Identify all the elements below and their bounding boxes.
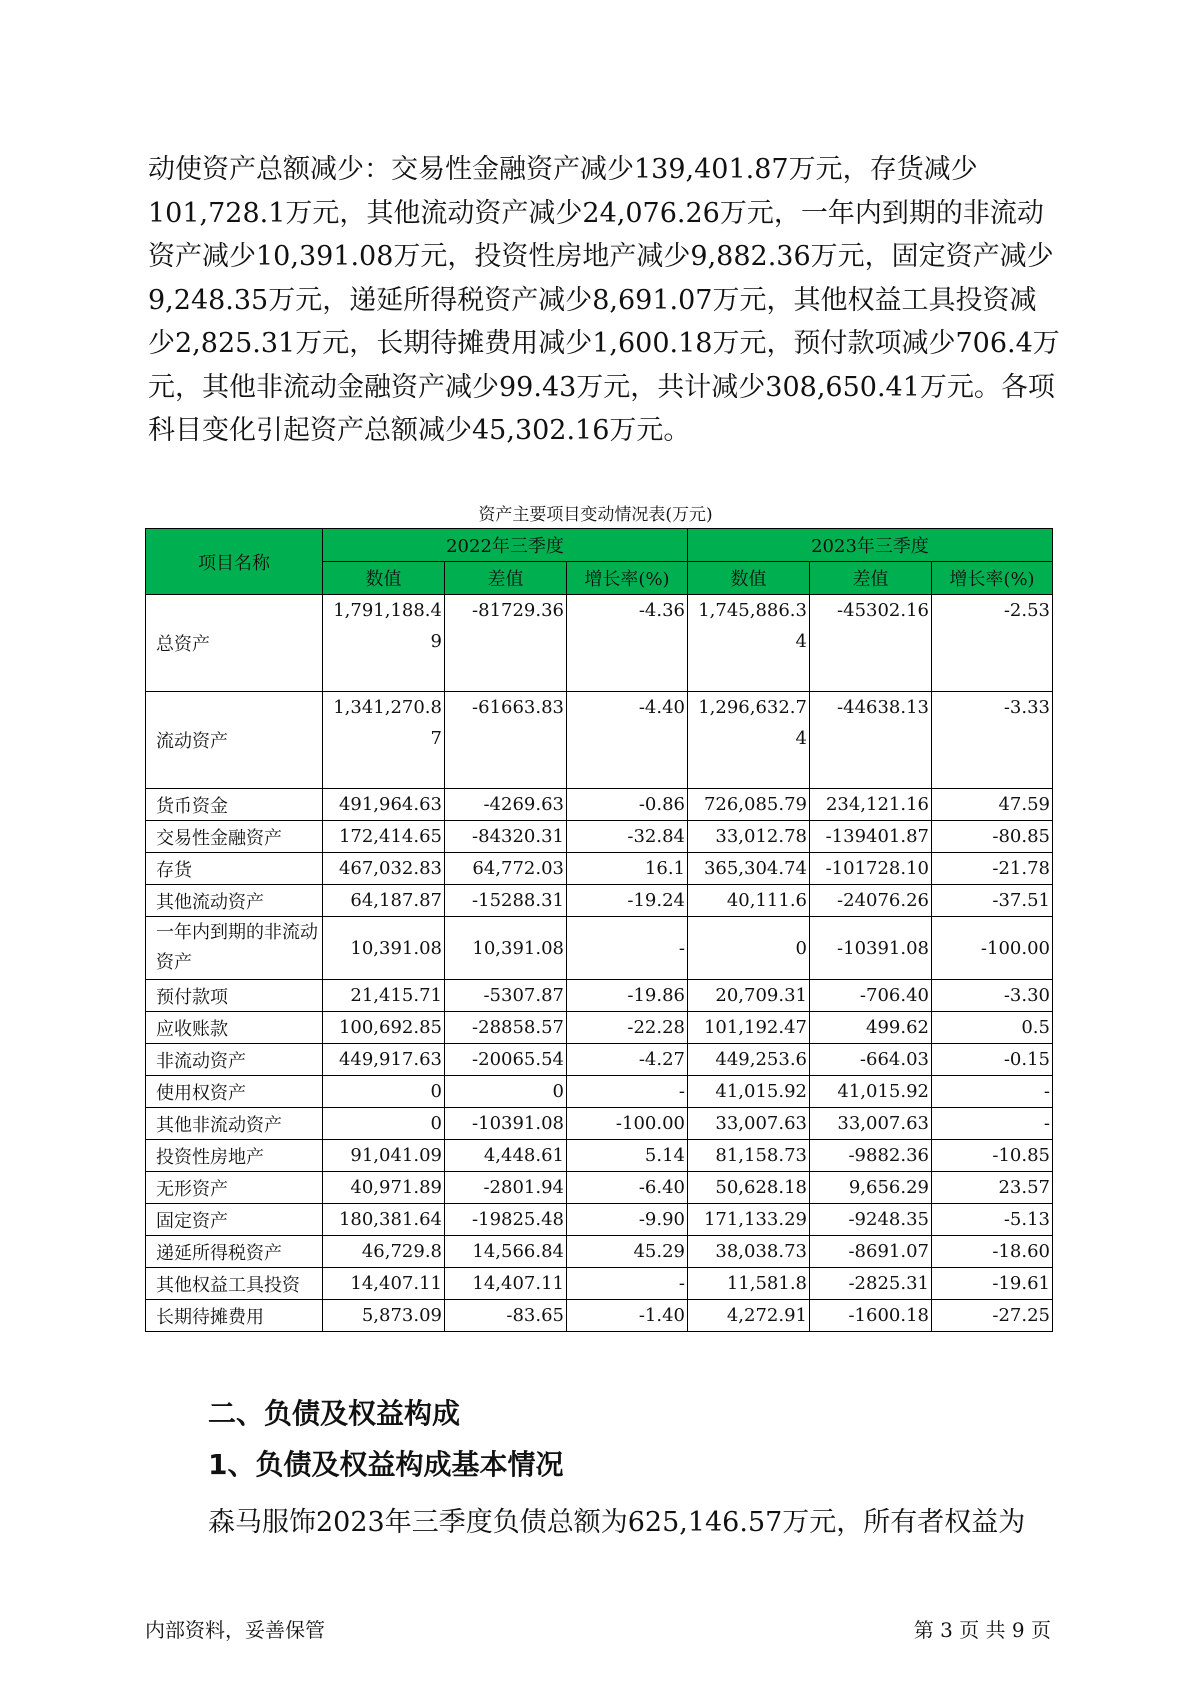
cell-diff-2022: -83.65: [445, 1300, 567, 1332]
table-row: [146, 595, 1053, 692]
cell-diff-2023: -2825.31: [810, 1268, 932, 1300]
cell-item-name: 固定资产: [146, 1204, 323, 1236]
cell-rate-2023: -80.85: [932, 821, 1053, 853]
cell-value-2022: 449,917.63: [323, 1044, 445, 1076]
cell-value-2023: 1,745,886.34: [688, 595, 810, 692]
cell-rate-2023: 47.59: [932, 789, 1053, 821]
table-row: [146, 853, 1053, 885]
cell-diff-2023: 33,007.63: [810, 1108, 932, 1140]
cell-diff-2023: -44638.13: [810, 692, 932, 789]
cell-value-2022: 0: [323, 1076, 445, 1108]
cell-diff-2023: -8691.07: [810, 1236, 932, 1268]
table-row: [146, 980, 1053, 1012]
cell-item-name: 存货: [146, 853, 323, 885]
cell-value-2022: 172,414.65: [323, 821, 445, 853]
cell-item-name: 非流动资产: [146, 1044, 323, 1076]
cell-item-name: 使用权资产: [146, 1076, 323, 1108]
cell-diff-2022: -61663.83: [445, 692, 567, 789]
cell-item-name: 其他流动资产: [146, 885, 323, 917]
cell-rate-2023: -5.13: [932, 1204, 1053, 1236]
cell-diff-2023: -139401.87: [810, 821, 932, 853]
table-row: [146, 1204, 1053, 1236]
col-header-diff: 差值: [445, 562, 567, 595]
col-header-item: 项目名称: [146, 529, 323, 595]
cell-value-2022: 10,391.08: [323, 917, 445, 980]
cell-item-name: 投资性房地产: [146, 1140, 323, 1172]
cell-rate-2023: -: [932, 1108, 1053, 1140]
col-header-period-2022: 2022年三季度: [323, 529, 688, 562]
table-row: [146, 692, 1053, 789]
footer-confidential-note: 内部资料，妥善保管: [145, 1618, 325, 1642]
cell-value-2022: 1,341,270.87: [323, 692, 445, 789]
cell-diff-2022: 10,391.08: [445, 917, 567, 980]
cell-rate-2022: -6.40: [567, 1172, 688, 1204]
cell-rate-2022: 5.14: [567, 1140, 688, 1172]
cell-item-name: 其他非流动资产: [146, 1108, 323, 1140]
cell-value-2023: 449,253.6: [688, 1044, 810, 1076]
cell-value-2022: 0: [323, 1108, 445, 1140]
cell-value-2023: 40,111.6: [688, 885, 810, 917]
cell-rate-2023: 0.5: [932, 1012, 1053, 1044]
table-row: [146, 1012, 1053, 1044]
cell-diff-2022: -10391.08: [445, 1108, 567, 1140]
cell-rate-2022: -19.86: [567, 980, 688, 1012]
cell-item-name: 其他权益工具投资: [146, 1268, 323, 1300]
col-header-rate: 增长率(%): [567, 562, 688, 595]
col-header-rate: 增长率(%): [932, 562, 1053, 595]
table-row: [146, 1108, 1053, 1140]
cell-value-2022: 64,187.87: [323, 885, 445, 917]
cell-item-name: 一年内到期的非流动资产: [146, 917, 323, 980]
cell-diff-2023: -10391.08: [810, 917, 932, 980]
table-row: [146, 789, 1053, 821]
paragraph-line: 少2,825.31万元，长期待摊费用减少1,600.18万元，预付款项减少706.4万: [148, 328, 1060, 359]
cell-diff-2022: -2801.94: [445, 1172, 567, 1204]
table-row: [146, 1172, 1053, 1204]
cell-value-2022: 1,791,188.49: [323, 595, 445, 692]
cell-value-2023: 50,628.18: [688, 1172, 810, 1204]
cell-item-name: 递延所得税资产: [146, 1236, 323, 1268]
cell-item-name: 应收账款: [146, 1012, 323, 1044]
cell-value-2023: 365,304.74: [688, 853, 810, 885]
cell-diff-2023: -24076.26: [810, 885, 932, 917]
col-header-diff: 差值: [810, 562, 932, 595]
cell-diff-2022: 14,407.11: [445, 1268, 567, 1300]
cell-value-2023: 171,133.29: [688, 1204, 810, 1236]
cell-item-name: 交易性金融资产: [146, 821, 323, 853]
cell-diff-2022: 64,772.03: [445, 853, 567, 885]
table-row: [146, 885, 1053, 917]
cell-value-2023: 4,272.91: [688, 1300, 810, 1332]
cell-rate-2023: -: [932, 1076, 1053, 1108]
cell-rate-2022: -4.40: [567, 692, 688, 789]
cell-value-2023: 11,581.8: [688, 1268, 810, 1300]
cell-value-2023: 81,158.73: [688, 1140, 810, 1172]
cell-diff-2022: -19825.48: [445, 1204, 567, 1236]
cell-value-2023: 0: [688, 917, 810, 980]
cell-value-2023: 20,709.31: [688, 980, 810, 1012]
cell-rate-2023: -2.53: [932, 595, 1053, 692]
cell-diff-2023: -101728.10: [810, 853, 932, 885]
cell-rate-2022: -32.84: [567, 821, 688, 853]
cell-rate-2022: -: [567, 1076, 688, 1108]
cell-rate-2023: -19.61: [932, 1268, 1053, 1300]
cell-diff-2023: 499.62: [810, 1012, 932, 1044]
cell-item-name: 长期待摊费用: [146, 1300, 323, 1332]
cell-diff-2023: -9248.35: [810, 1204, 932, 1236]
cell-diff-2022: 14,566.84: [445, 1236, 567, 1268]
cell-diff-2023: 41,015.92: [810, 1076, 932, 1108]
cell-rate-2022: -100.00: [567, 1108, 688, 1140]
liabilities-paragraph: 森马服饰2023年三季度负债总额为625,146.57万元，所有者权益为: [208, 1507, 1026, 1538]
cell-value-2023: 101,192.47: [688, 1012, 810, 1044]
paragraph-line: 101,728.1万元，其他流动资产减少24,076.26万元，一年内到期的非流动: [148, 197, 1044, 229]
paragraph-line: 元，其他非流动金融资产减少99.43万元，共计减少308,650.41万元。各项: [148, 371, 1055, 403]
cell-value-2023: 41,015.92: [688, 1076, 810, 1108]
cell-diff-2023: 9,656.29: [810, 1172, 932, 1204]
paragraph-line: 9,248.35万元，递延所得税资产减少8,691.07万元，其他权益工具投资减: [148, 284, 1037, 316]
cell-diff-2023: -664.03: [810, 1044, 932, 1076]
cell-value-2023: 38,038.73: [688, 1236, 810, 1268]
cell-value-2022: 91,041.09: [323, 1140, 445, 1172]
cell-diff-2023: -1600.18: [810, 1300, 932, 1332]
paragraph-line: 动使资产总额减少：交易性金融资产减少139,401.87万元，存货减少: [148, 154, 978, 185]
cell-rate-2022: 45.29: [567, 1236, 688, 1268]
table-caption: 资产主要项目变动情况表(万元): [478, 505, 713, 525]
cell-diff-2022: -4269.63: [445, 789, 567, 821]
cell-value-2022: 180,381.64: [323, 1204, 445, 1236]
cell-rate-2022: -: [567, 1268, 688, 1300]
table-row: [146, 917, 1053, 980]
cell-rate-2023: -21.78: [932, 853, 1053, 885]
table-row: [146, 1268, 1053, 1300]
cell-rate-2022: -1.40: [567, 1300, 688, 1332]
col-header-value: 数值: [688, 562, 810, 595]
cell-value-2022: 46,729.8: [323, 1236, 445, 1268]
cell-item-name: 预付款项: [146, 980, 323, 1012]
cell-value-2022: 100,692.85: [323, 1012, 445, 1044]
cell-value-2023: 33,012.78: [688, 821, 810, 853]
cell-rate-2023: -10.85: [932, 1140, 1053, 1172]
cell-value-2022: 467,032.83: [323, 853, 445, 885]
cell-diff-2022: -15288.31: [445, 885, 567, 917]
cell-diff-2022: -5307.87: [445, 980, 567, 1012]
paragraph-line: 资产减少10,391.08万元，投资性房地产减少9,882.36万元，固定资产减少: [148, 241, 1054, 272]
cell-item-name: 总资产: [146, 595, 323, 692]
cell-item-name: 无形资产: [146, 1172, 323, 1204]
cell-item-name: 货币资金: [146, 789, 323, 821]
cell-value-2022: 14,407.11: [323, 1268, 445, 1300]
cell-rate-2022: -9.90: [567, 1204, 688, 1236]
cell-rate-2023: -3.33: [932, 692, 1053, 789]
cell-diff-2022: -20065.54: [445, 1044, 567, 1076]
cell-value-2023: 33,007.63: [688, 1108, 810, 1140]
cell-rate-2022: -0.86: [567, 789, 688, 821]
cell-diff-2022: -84320.31: [445, 821, 567, 853]
cell-diff-2022: 4,448.61: [445, 1140, 567, 1172]
cell-value-2022: 491,964.63: [323, 789, 445, 821]
cell-rate-2022: -4.36: [567, 595, 688, 692]
col-header-value: 数值: [323, 562, 445, 595]
cell-diff-2022: 0: [445, 1076, 567, 1108]
cell-diff-2023: -9882.36: [810, 1140, 932, 1172]
sub-heading: 1、负债及权益构成基本情况: [208, 1448, 564, 1481]
cell-diff-2023: -45302.16: [810, 595, 932, 692]
table-row: [146, 1076, 1053, 1108]
cell-rate-2022: 16.1: [567, 853, 688, 885]
cell-rate-2022: -: [567, 917, 688, 980]
footer-page-number: 第 3 页 共 9 页: [913, 1618, 1051, 1642]
cell-rate-2023: -3.30: [932, 980, 1053, 1012]
asset-change-table: [145, 528, 1053, 1332]
table-row: [146, 1044, 1053, 1076]
cell-rate-2023: -0.15: [932, 1044, 1053, 1076]
cell-diff-2023: 234,121.16: [810, 789, 932, 821]
table-row: [146, 1140, 1053, 1172]
cell-rate-2022: -19.24: [567, 885, 688, 917]
table-row: [146, 821, 1053, 853]
cell-rate-2023: -18.60: [932, 1236, 1053, 1268]
section-heading: 二、负债及权益构成: [208, 1397, 461, 1430]
cell-diff-2022: -28858.57: [445, 1012, 567, 1044]
cell-value-2022: 40,971.89: [323, 1172, 445, 1204]
paragraph-line: 科目变化引起资产总额减少45,302.16万元。: [148, 415, 691, 446]
cell-rate-2023: -27.25: [932, 1300, 1053, 1332]
cell-rate-2023: 23.57: [932, 1172, 1053, 1204]
cell-diff-2023: -706.40: [810, 980, 932, 1012]
cell-rate-2023: -100.00: [932, 917, 1053, 980]
cell-value-2022: 21,415.71: [323, 980, 445, 1012]
col-header-period-2023: 2023年三季度: [688, 529, 1053, 562]
cell-rate-2023: -37.51: [932, 885, 1053, 917]
cell-item-name: 流动资产: [146, 692, 323, 789]
cell-value-2023: 726,085.79: [688, 789, 810, 821]
cell-value-2022: 5,873.09: [323, 1300, 445, 1332]
table-row: [146, 1300, 1053, 1332]
cell-rate-2022: -4.27: [567, 1044, 688, 1076]
table-row: [146, 1236, 1053, 1268]
cell-diff-2022: -81729.36: [445, 595, 567, 692]
intro-paragraph: [148, 148, 1060, 453]
cell-value-2023: 1,296,632.74: [688, 692, 810, 789]
cell-rate-2022: -22.28: [567, 1012, 688, 1044]
